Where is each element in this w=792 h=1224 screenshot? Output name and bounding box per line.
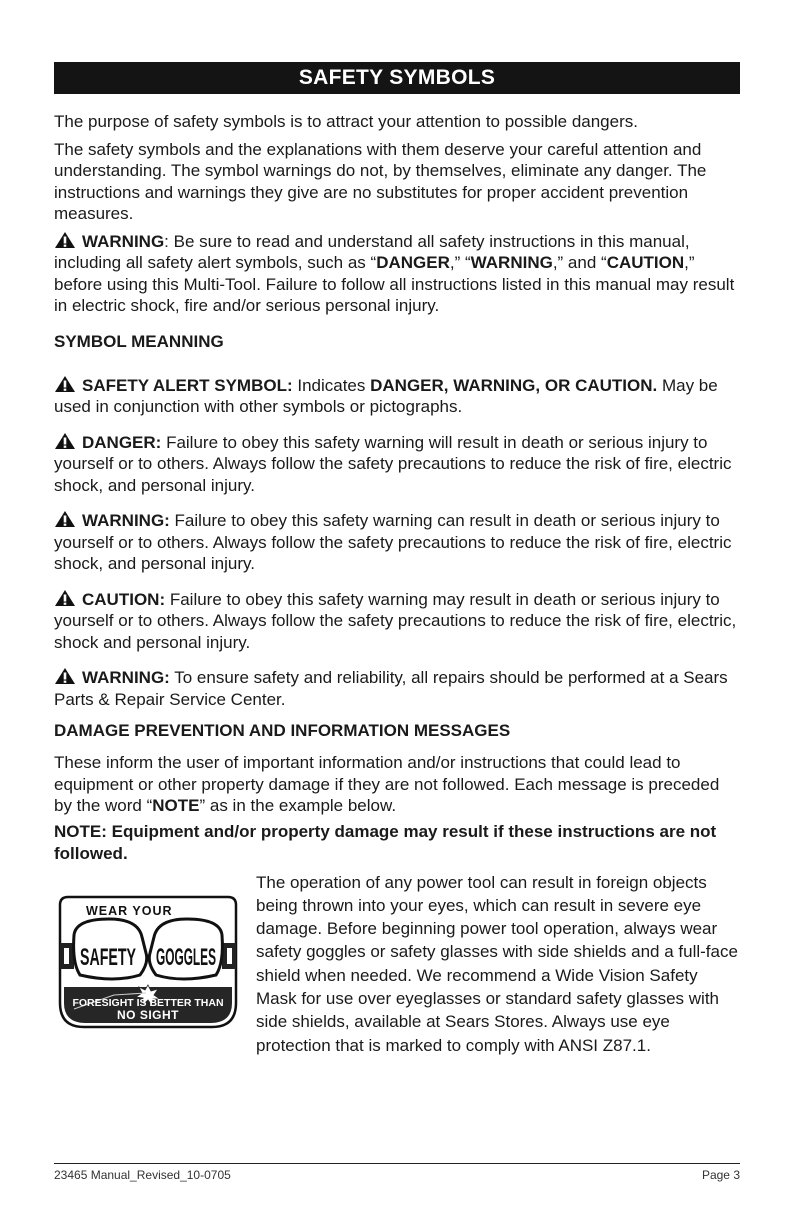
page-content — [54, 62, 740, 1057]
damage-heading: DAMAGE PREVENTION AND INFORMATION MESSAGES — [54, 721, 511, 740]
goggles-badge — [54, 871, 256, 1057]
item-bold-tail: DANGER, WARNING, OR CAUTION. — [370, 375, 658, 395]
badge-word-goggles: GOGGLES — [156, 943, 216, 971]
item-text: May be used in conjunction with other symbols or pictographs. — [54, 375, 718, 416]
repair-warning-item — [54, 667, 740, 710]
item-text: Failure to obey this safety warning can result in death or serious injury to yourself or to others. Always follow the safety precautions to reduce the risk of fire, electric shock, and personal injury. — [54, 511, 732, 573]
caution-item — [54, 589, 740, 654]
item-pre-text: Indicates — [292, 375, 371, 395]
caution-word: CAUTION — [606, 253, 685, 272]
footer-page-number: Page 3 — [701, 1168, 740, 1182]
goggles-text-column — [256, 871, 740, 1057]
item-label: SAFETY ALERT SYMBOL: — [82, 375, 293, 395]
note-word: NOTE — [152, 796, 200, 815]
item-label: CAUTION: — [82, 589, 166, 609]
badge-top-text: WEAR YOUR — [86, 903, 173, 918]
warning-triangle-icon — [54, 375, 76, 393]
intro-paragraph-1: The purpose of safety symbols is to attract your attention to possible dangers. — [54, 112, 638, 131]
safety-alert-item — [54, 375, 740, 418]
danger-word: DANGER — [376, 253, 450, 272]
item-text: To ensure safety and reliability, all repairs should be performed at a Sears Parts & Repair Service Center. — [54, 668, 728, 709]
damage-text-b: ” as in the example below. — [199, 796, 397, 815]
item-label: WARNING: — [82, 668, 170, 687]
symbol-meaning-heading: SYMBOL MEANNING — [54, 331, 224, 351]
badge-word-safety: SAFETY — [80, 943, 136, 971]
footer-document-id: 23465 Manual_Revised_10-0705 — [54, 1168, 231, 1182]
footer-divider — [54, 1163, 740, 1164]
page-title: SAFETY SYMBOLS — [54, 62, 740, 94]
item-text: Failure to obey this safety warning may result in death or serious injury to yourself or to others. Always follow the safety precautions to reduce the risk of fire, electric, shock and personal injury. — [54, 589, 737, 652]
item-text: Failure to obey this safety warning will result in death or serious injury to yourself or to others. Always follow the safety precautions to reduce the risk of fire, electric shock, and personal injury. — [54, 432, 732, 495]
badge-bottom-text-1: FORESIGHT IS BETTER THAN — [72, 996, 224, 1009]
warning-triangle-icon — [54, 510, 76, 528]
warning-item — [54, 510, 740, 575]
safety-goggles-badge-icon — [54, 891, 242, 1031]
damage-paragraph — [54, 752, 740, 817]
goggles-paragraph: The operation of any power tool can result in foreign objects being thrown into your eyes, which can result in severe eye damage. Before beginning power tool operation, always wear safety goggles or safety glasses with side shields and a full-face shield when needed. We recommend a Wide Vision Safety Mask for use over eyeglasses or standard safety glasses with side shields, available at Sears Stores. Always use eye protection that is marked to comply with ANSI Z87.1. — [256, 872, 738, 1055]
warning-triangle-icon — [54, 667, 76, 685]
warning-triangle-icon — [54, 589, 76, 607]
item-label: WARNING: — [82, 511, 170, 530]
main-warning-paragraph — [54, 231, 740, 317]
warning-triangle-icon — [54, 432, 76, 450]
warning-text-3: ,” and “ — [552, 253, 607, 272]
warning-text-1: : Be sure to read and understand all safety instructions in this manual, including all safety alert symbols, such as “ — [54, 231, 690, 272]
warning-text-4: ,” before using this Multi-Tool. Failure to follow all instructions listed in this manual may result in electric shock, fire and/or serious personal injury. — [54, 253, 735, 315]
damage-text-a: These inform the user of important information and/or instructions that could lead to equipment or other property damage if they are not followed. Each message is preceded by the word “ — [54, 753, 720, 815]
warning-text-2: ,” “ — [449, 253, 471, 272]
intro-paragraph-2: The safety symbols and the explanations with them deserve your careful attention and understanding. The symbol warnings do not, by themselves, eliminate any danger. The instructions and warnings they give are no substitutes for proper accident prevention measures. — [54, 139, 707, 223]
note-statement: NOTE: Equipment and/or property damage may result if these instructions are not followed. — [54, 821, 717, 863]
danger-item — [54, 432, 740, 497]
item-label: DANGER: — [82, 432, 162, 452]
goggles-section — [54, 871, 740, 1057]
warning-word: WARNING — [470, 253, 553, 272]
badge-bottom-text-2: NO SIGHT — [116, 1007, 180, 1022]
warning-triangle-icon — [54, 231, 76, 249]
warning-label: WARNING — [82, 231, 165, 251]
